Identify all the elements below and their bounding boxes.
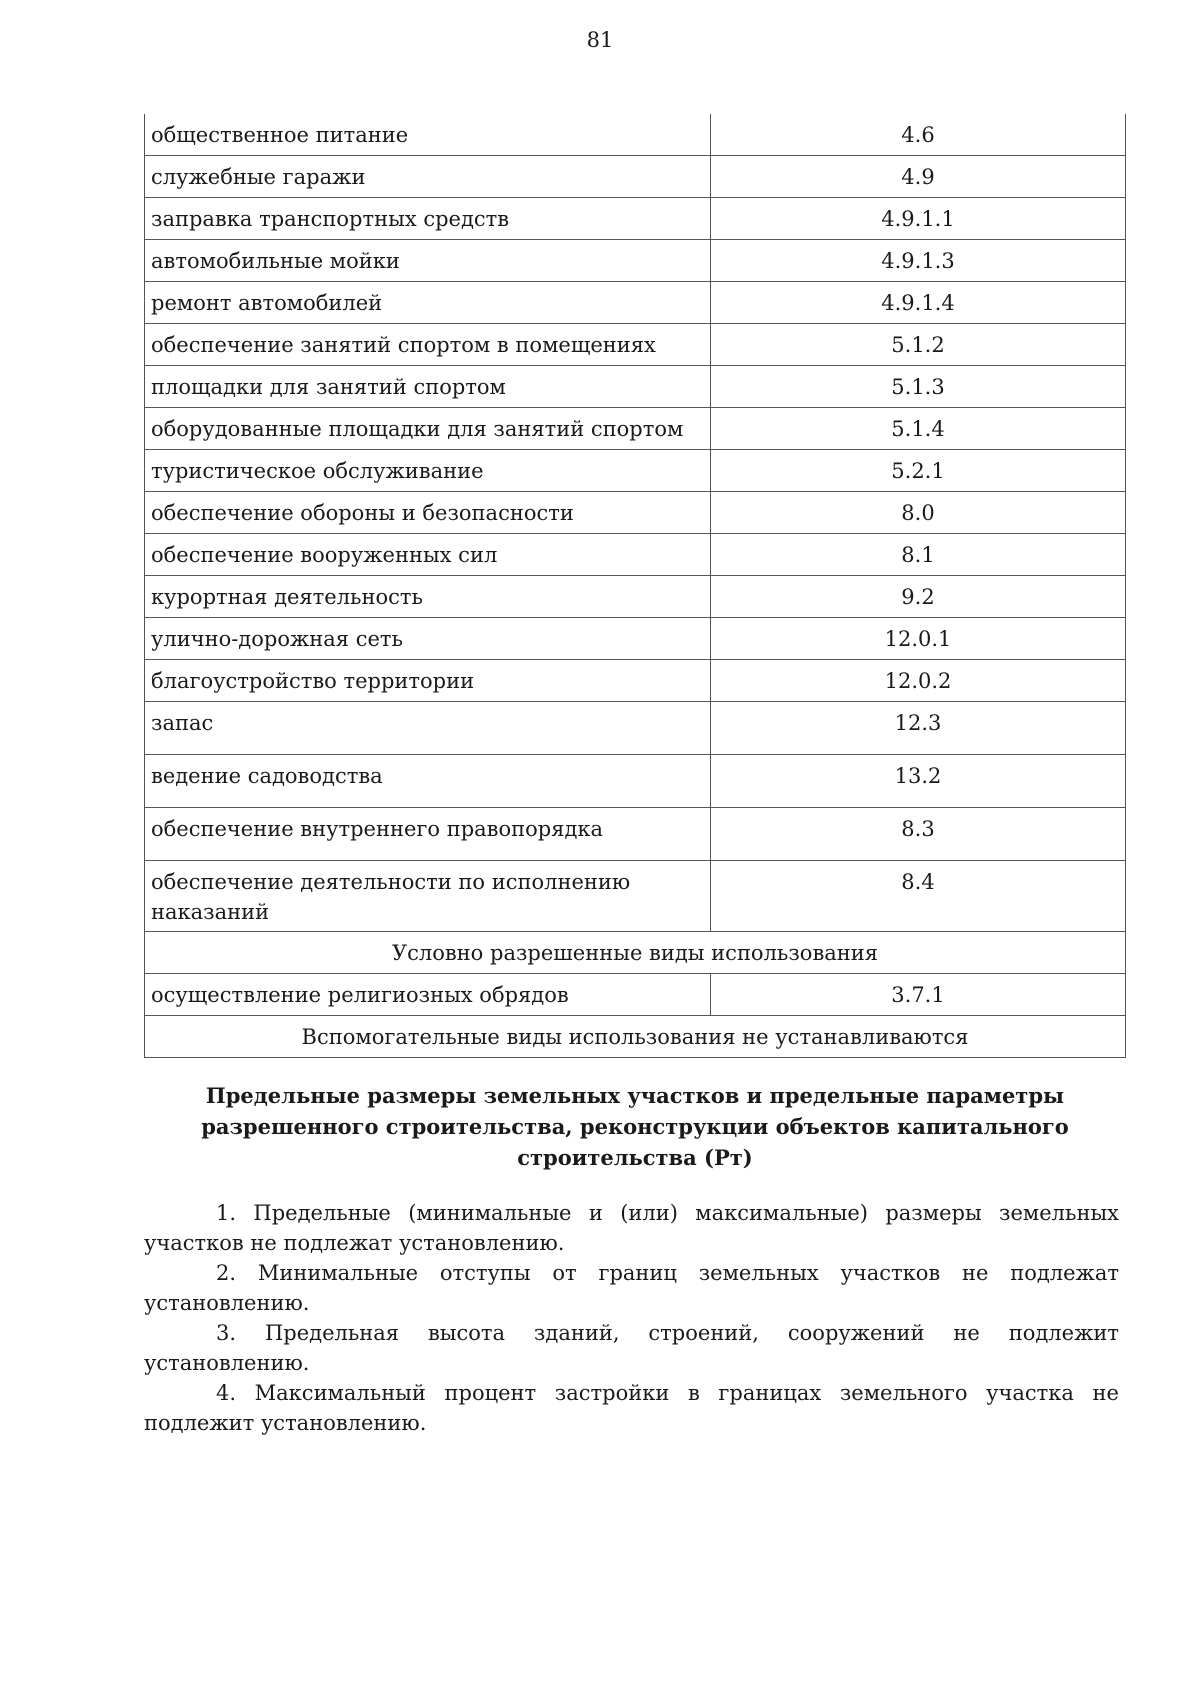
use-name-cell: обеспечение обороны и безопасности — [145, 492, 711, 534]
use-name-cell: общественное питание — [145, 114, 711, 156]
table-row — [145, 808, 1126, 861]
section-title: Предельные размеры земельных участков и предельные параметры разрешенного строительства, реконструкции объектов капитального строительства (Рт) — [201, 1083, 1069, 1170]
use-code-cell: 8.1 — [711, 534, 1126, 576]
use-code-cell: 5.1.3 — [711, 366, 1126, 408]
table-row — [145, 324, 1126, 366]
use-code-cell: 9.2 — [711, 576, 1126, 618]
use-name-cell: оборудованные площадки для занятий спортом — [145, 408, 711, 450]
table-row — [145, 240, 1126, 282]
use-name-cell: улично-дорожная сеть — [145, 618, 711, 660]
paragraph: 1. Предельные (минимальные и (или) максимальные) размеры земельных участков не подлежат установлению. — [144, 1201, 1119, 1255]
paragraph: 2. Минимальные отступы от границ земельных участков не подлежат установлению. — [144, 1261, 1119, 1315]
use-code-cell: 12.0.2 — [711, 660, 1126, 702]
auxiliary-uses-note: Вспомогательные виды использования не устанавливаются — [145, 1016, 1126, 1058]
table-row — [145, 576, 1126, 618]
section-row — [145, 1016, 1126, 1058]
use-name-cell: курортная деятельность — [145, 576, 711, 618]
use-code-cell: 8.4 — [711, 861, 1126, 932]
use-code-cell: 12.0.1 — [711, 618, 1126, 660]
use-name-cell: площадки для занятий спортом — [145, 366, 711, 408]
regulations-text — [144, 1198, 1119, 1438]
table-row — [145, 282, 1126, 324]
use-name-cell: обеспечение деятельности по исполнению наказаний — [145, 861, 711, 932]
use-code-cell: 12.3 — [711, 702, 1126, 755]
use-name-cell: запас — [145, 702, 711, 755]
use-code-cell: 13.2 — [711, 755, 1126, 808]
use-name-cell: автомобильные мойки — [145, 240, 711, 282]
use-name-cell: обеспечение вооруженных сил — [145, 534, 711, 576]
table-row — [145, 492, 1126, 534]
use-name-cell: ремонт автомобилей — [145, 282, 711, 324]
section-row — [145, 932, 1126, 974]
table-row — [145, 366, 1126, 408]
use-name-cell: служебные гаражи — [145, 156, 711, 198]
table-row — [145, 114, 1126, 156]
page-number: 81 — [586, 28, 614, 52]
use-code-cell: 5.2.1 — [711, 450, 1126, 492]
use-code-cell: 3.7.1 — [711, 974, 1126, 1016]
use-code-cell: 8.0 — [711, 492, 1126, 534]
use-name-cell: обеспечение внутреннего правопорядка — [145, 808, 711, 861]
table-row — [145, 660, 1126, 702]
table-row — [145, 198, 1126, 240]
use-code-cell: 5.1.2 — [711, 324, 1126, 366]
use-name-cell: заправка транспортных средств — [145, 198, 711, 240]
use-code-cell: 4.9.1.4 — [711, 282, 1126, 324]
use-name-cell: ведение садоводства — [145, 755, 711, 808]
use-code-cell: 4.9.1.3 — [711, 240, 1126, 282]
use-code-cell: 8.3 — [711, 808, 1126, 861]
table-row — [145, 755, 1126, 808]
use-name-cell: благоустройство территории — [145, 660, 711, 702]
table-row — [145, 702, 1126, 755]
use-name-cell: туристическое обслуживание — [145, 450, 711, 492]
use-code-cell: 4.9.1.1 — [711, 198, 1126, 240]
conditional-uses-header: Условно разрешенные виды использования — [145, 932, 1126, 974]
paragraph: 3. Предельная высота зданий, строений, сооружений не подлежит установлению. — [144, 1321, 1119, 1375]
use-code-cell: 4.9 — [711, 156, 1126, 198]
table-row — [145, 450, 1126, 492]
table-row — [145, 534, 1126, 576]
table-row — [145, 861, 1126, 932]
table-row — [145, 618, 1126, 660]
table-row — [145, 974, 1126, 1016]
use-name-cell: осуществление религиозных обрядов — [145, 974, 711, 1016]
use-code-cell: 4.6 — [711, 114, 1126, 156]
land-use-table — [144, 114, 1126, 1058]
use-code-cell: 5.1.4 — [711, 408, 1126, 450]
paragraph: 4. Максимальный процент застройки в границах земельного участка не подлежит установлению. — [144, 1381, 1119, 1435]
use-name-cell: обеспечение занятий спортом в помещениях — [145, 324, 711, 366]
table-row — [145, 156, 1126, 198]
table-row — [145, 408, 1126, 450]
